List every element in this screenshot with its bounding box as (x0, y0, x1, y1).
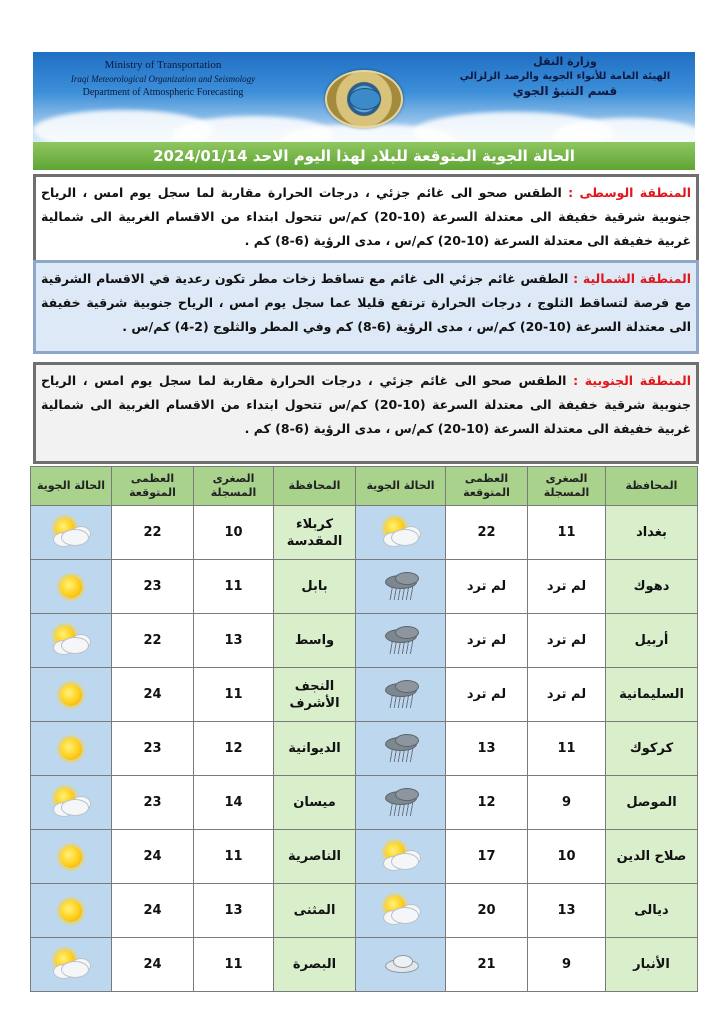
table-header-row (31, 467, 698, 506)
region-name: المنطقة الشمالية : (573, 271, 691, 286)
department-name-ar: قسم التنبؤ الجوي (512, 84, 618, 98)
meteorology-seal-icon (325, 70, 403, 128)
region-text: الطقس صحو الى غائم جزئي ، درجات الحرارة مقاربة لما سجل يوم امس ، الرياح جنوبية شرقية خفيفة الى معتدلة السرعة (10-20) كم/س تتحول ابتداء من الاقسام الغربية الى شمالية غربية خفيفة الى معتدلة السرعة (10-20) كم/س ، مدى الرؤية (6-8) كم . (41, 185, 691, 248)
weather-condition (356, 722, 446, 776)
min-temp: 13 (194, 614, 274, 668)
min-temp: 11 (194, 830, 274, 884)
table-row (31, 938, 698, 992)
weather-condition (31, 722, 112, 776)
partly-cloudy-icon (379, 841, 423, 873)
min-temp: 13 (194, 884, 274, 938)
partly-cloudy-icon (49, 949, 93, 981)
region-name: المنطقة الجنوبية : (573, 373, 691, 388)
region-text: الطقس غائم جزئي الى غائم مع تساقط زخات مطر تكون رعدية في الاقسام الشرقية مع فرصة لتساقط الثلوج ، درجات الحرارة ترتفع قليلا عما سجل يوم امس ، الرياح جنوبية شرقية خفيفة الى معتدلة السرعة (10-20) كم/س ، مدى الرؤية (6-8) كم وفي المطر والثلوج (2-4) كم/س . (41, 271, 691, 334)
partly-cloudy-icon (49, 517, 93, 549)
weather-condition (356, 560, 446, 614)
table-row (31, 668, 698, 722)
department-name-en: Department of Atmospheric Forecasting (82, 87, 244, 98)
ministry-name-en: Ministry of Transportation (104, 59, 222, 71)
ministry-english-heading (33, 58, 293, 100)
header-max: العظمى المتوقعة (446, 467, 528, 506)
partly-cloudy-icon (379, 895, 423, 927)
header-max: العظمى المتوقعة (112, 467, 194, 506)
province-name: الأنبار (606, 938, 698, 992)
weather-condition (31, 776, 112, 830)
weather-condition (31, 938, 112, 992)
cloud-icon (379, 949, 423, 981)
weather-condition (31, 830, 112, 884)
region-north-forecast (33, 260, 699, 354)
table-row (31, 776, 698, 830)
sun-icon (49, 733, 93, 765)
table-row (31, 506, 698, 560)
max-temp: 23 (112, 560, 194, 614)
province-name: كربلاء المقدسة (274, 506, 356, 560)
max-temp: لم ترد (446, 614, 528, 668)
region-central-forecast (33, 174, 699, 266)
table-row (31, 884, 698, 938)
province-name: بابل (274, 560, 356, 614)
weather-condition (31, 614, 112, 668)
sun-icon (49, 841, 93, 873)
weather-condition (356, 506, 446, 560)
table-row (31, 614, 698, 668)
province-name: بغداد (606, 506, 698, 560)
min-temp: 9 (528, 776, 606, 830)
rain-cloud-icon (379, 625, 423, 657)
weather-condition (31, 560, 112, 614)
province-name: ميسان (274, 776, 356, 830)
province-name: السليمانية (606, 668, 698, 722)
header-condition: الحالة الجوية (356, 467, 446, 506)
table-row (31, 722, 698, 776)
max-temp: 22 (112, 614, 194, 668)
weather-condition (356, 884, 446, 938)
ministry-name-ar: وزارة النقل (533, 55, 597, 68)
max-temp: 24 (112, 668, 194, 722)
province-name: الناصرية (274, 830, 356, 884)
min-temp: 9 (528, 938, 606, 992)
province-name: صلاح الدين (606, 830, 698, 884)
weather-condition (356, 776, 446, 830)
min-temp: لم ترد (528, 668, 606, 722)
weather-condition (31, 668, 112, 722)
min-temp: لم ترد (528, 614, 606, 668)
partly-cloudy-icon (49, 787, 93, 819)
province-name: أربيل (606, 614, 698, 668)
min-temp: 11 (194, 560, 274, 614)
partly-cloudy-icon (379, 517, 423, 549)
max-temp: 23 (112, 722, 194, 776)
weather-condition (356, 668, 446, 722)
province-forecast-table (30, 466, 698, 992)
max-temp: 20 (446, 884, 528, 938)
table-row (31, 560, 698, 614)
max-temp: 22 (446, 506, 528, 560)
min-temp: 11 (528, 722, 606, 776)
organization-name-en: Iraqi Meteorological Organization and Seismology (70, 74, 256, 84)
province-name: البصرة (274, 938, 356, 992)
min-temp: 10 (528, 830, 606, 884)
region-name: المنطقة الوسطى : (568, 185, 692, 200)
max-temp: 23 (112, 776, 194, 830)
sun-icon (49, 679, 93, 711)
max-temp: 24 (112, 830, 194, 884)
rain-cloud-icon (379, 679, 423, 711)
rain-cloud-icon (379, 787, 423, 819)
max-temp: 22 (112, 506, 194, 560)
weather-condition (356, 938, 446, 992)
table-row (31, 830, 698, 884)
province-name: المثنى (274, 884, 356, 938)
weather-condition (31, 506, 112, 560)
sun-icon (49, 571, 93, 603)
max-temp: 21 (446, 938, 528, 992)
header-condition: الحالة الجوية (31, 467, 112, 506)
province-name: الموصل (606, 776, 698, 830)
max-temp: 12 (446, 776, 528, 830)
province-name: دهوك (606, 560, 698, 614)
weather-condition (356, 614, 446, 668)
min-temp: 10 (194, 506, 274, 560)
sun-icon (49, 895, 93, 927)
header-min: الصغرى المسجلة (528, 467, 606, 506)
weather-condition (31, 884, 112, 938)
partly-cloudy-icon (49, 625, 93, 657)
min-temp: 13 (528, 884, 606, 938)
header-province: المحافظة (606, 467, 698, 506)
ministry-arabic-heading (445, 54, 685, 99)
header-province: المحافظة (274, 467, 356, 506)
province-name: ديالى (606, 884, 698, 938)
province-name: كركوك (606, 722, 698, 776)
min-temp: 11 (194, 938, 274, 992)
min-temp: 11 (528, 506, 606, 560)
min-temp: 11 (194, 668, 274, 722)
province-name: واسط (274, 614, 356, 668)
max-temp: 24 (112, 884, 194, 938)
organization-name-ar: الهيئة العامة للأنواء الجوية والرصد الزلزالي (459, 71, 671, 82)
region-south-forecast (33, 362, 699, 464)
max-temp: لم ترد (446, 560, 528, 614)
province-name: الديوانية (274, 722, 356, 776)
header-banner (33, 52, 695, 142)
header-min: الصغرى المسجلة (194, 467, 274, 506)
min-temp: 14 (194, 776, 274, 830)
forecast-title: الحالة الجوية المتوقعة للبلاد لهذا اليوم الاحد 2024/01/14 (33, 142, 695, 170)
region-text: الطقس صحو الى غائم جزئي ، درجات الحرارة مقاربة لما سجل يوم امس ، الرياح جنوبية شرقية خفيفة الى معتدلة السرعة (10-20) كم/س تتحول ابتداء من الاقسام الغربية الى شمالية غربية خفيفة الى معتدلة السرعة (10-20) كم/س ، مدى الرؤية (6-8) كم . (41, 373, 691, 436)
max-temp: لم ترد (446, 668, 528, 722)
weather-condition (356, 830, 446, 884)
min-temp: 12 (194, 722, 274, 776)
max-temp: 13 (446, 722, 528, 776)
max-temp: 24 (112, 938, 194, 992)
max-temp: 17 (446, 830, 528, 884)
min-temp: لم ترد (528, 560, 606, 614)
province-name: النجف الأشرف (274, 668, 356, 722)
rain-cloud-icon (379, 733, 423, 765)
rain-cloud-icon (379, 571, 423, 603)
